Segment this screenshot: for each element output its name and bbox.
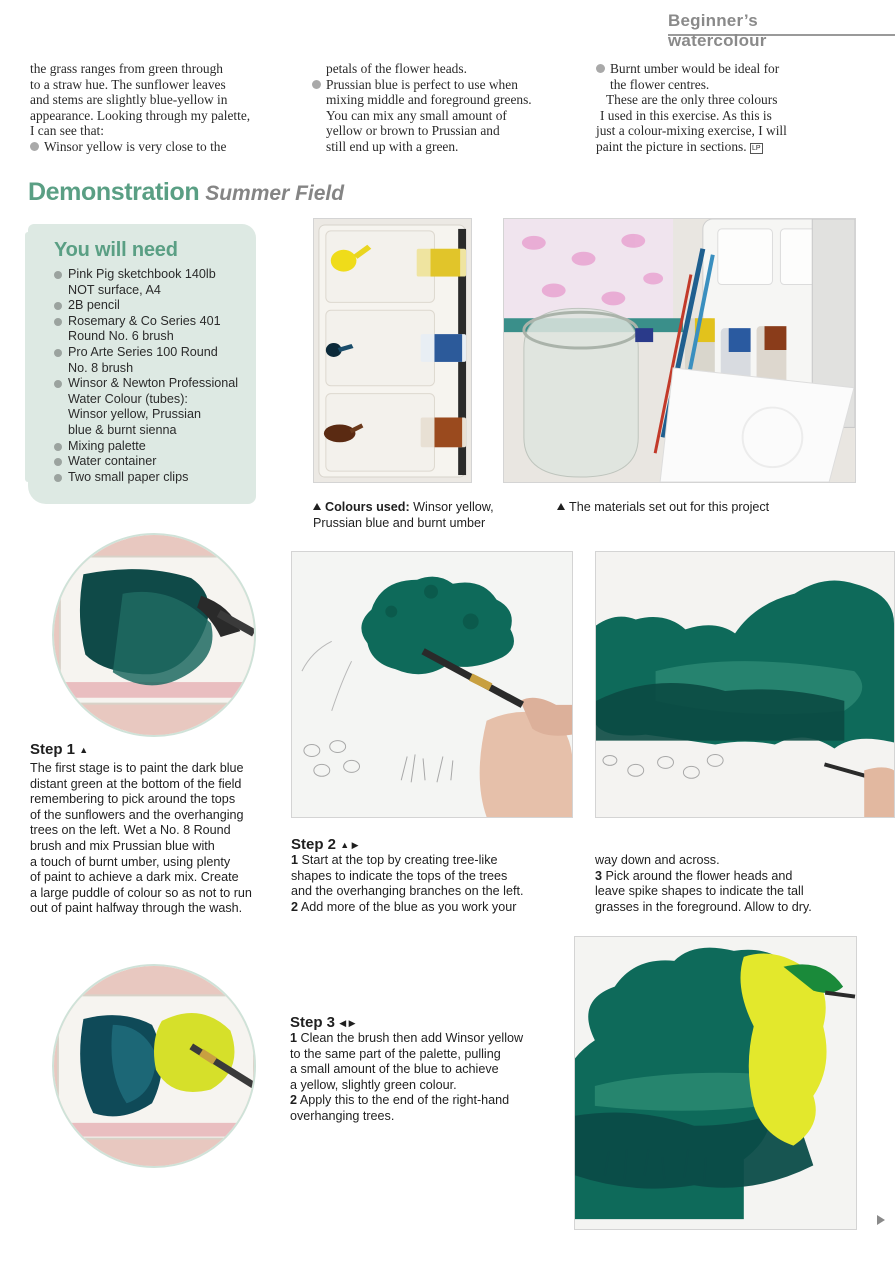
text-line: a yellow, slightly green colour.	[290, 1077, 457, 1092]
text-line: You can mix any small amount of	[326, 107, 507, 123]
step-number: 1	[291, 853, 299, 867]
step-number: 1	[290, 1031, 298, 1045]
step1-image	[54, 535, 254, 735]
next-page-arrow-icon	[877, 1215, 885, 1225]
caption-text: Prussian blue and burnt umber	[313, 515, 486, 530]
text-span: Burnt umber would be ideal for	[610, 61, 780, 76]
text-line	[290, 1093, 560, 1109]
text-line: a touch of burnt umber, using plenty	[30, 854, 231, 869]
caption-arrow-icon	[313, 503, 321, 510]
text-line: out of paint halfway through the wash.	[30, 901, 243, 916]
caption-text: The materials set out for this project	[569, 500, 770, 514]
step1-heading-text: Step 1	[30, 741, 76, 758]
text-line: petals of the flower heads.	[326, 61, 467, 76]
text-line: a large puddle of colour so as not to run	[30, 885, 252, 900]
text-span: Winsor yellow is very close to the	[44, 138, 227, 154]
step3-painting-image	[575, 937, 856, 1229]
step3-image	[54, 966, 254, 1166]
end-mark-logo: LP	[751, 144, 761, 152]
step3-heading-text: Step 3	[290, 1014, 336, 1031]
intro-column-1	[30, 61, 300, 155]
materials-caption	[557, 500, 857, 516]
text-line: grasses in the foreground. Allow to dry.	[595, 899, 812, 914]
page-title	[28, 178, 344, 207]
list-item: Two small paper clips	[54, 470, 238, 486]
text-span: Start at the top by creating tree-like	[298, 853, 498, 867]
list-item: 2B pencil	[54, 298, 238, 314]
text-line: shapes to indicate the tops of the trees	[291, 868, 508, 883]
text-line: mixing middle and foreground greens.	[326, 92, 532, 108]
text-line: trees on the left. Wet a No. 8 Round	[30, 823, 231, 838]
bullet-line	[596, 61, 886, 77]
text-line: to the same part of the palette, pulling	[290, 1046, 501, 1061]
bullet-line	[312, 77, 582, 93]
text-line: the flower centres.	[610, 76, 710, 92]
list-item: Pro Arte Series 100 Round No. 8 brush	[54, 345, 238, 376]
you-will-need-heading: You will need	[54, 239, 178, 261]
text-line: These are the only three colours	[606, 92, 778, 108]
colours-used-photo	[313, 218, 472, 483]
title-main: Demonstration	[28, 178, 200, 206]
text-line	[291, 853, 581, 869]
running-header	[668, 10, 895, 50]
text-line: of paint to achieve a dark mix. Create	[30, 870, 239, 885]
text-line: and the overhanging branches on the left.	[291, 884, 524, 899]
text-line: to a straw hue. The sunflower leaves	[30, 76, 226, 92]
text-line: a small amount of the blue to achieve	[290, 1062, 499, 1077]
step3-heading	[290, 1014, 356, 1031]
text-line	[291, 900, 581, 916]
step1-heading	[30, 741, 88, 758]
step-number: 2	[290, 1093, 298, 1108]
text-span: paint the picture in sections.	[596, 138, 747, 154]
text-line: appearance. Looking through my palette,	[30, 107, 251, 123]
text-span: Clean the brush then add Winsor yellow	[297, 1031, 524, 1045]
list-item: Winsor & Newton Professional Water Colour (tubes): Winsor yellow, Prussian blue & burnt sienna	[54, 376, 238, 438]
list-item: Rosemary & Co Series 401 Round No. 6 brush	[54, 314, 238, 345]
list-item: Pink Pig sketchbook 140lb NOT surface, A4	[54, 267, 238, 298]
text-line: The first stage is to paint the dark blue	[30, 761, 244, 775]
text-line: distant green at the bottom of the field	[30, 776, 242, 791]
step-arrow-icons: ▲ ▶	[340, 840, 359, 850]
list-item: Mixing palette	[54, 439, 238, 455]
materials-photo	[503, 218, 856, 483]
step3-painting-photo	[574, 936, 857, 1230]
text-line: overhanging trees.	[290, 1108, 395, 1123]
caption-bold: Colours used:	[325, 500, 410, 514]
intro-column-3	[596, 61, 886, 155]
step2-image-b	[596, 552, 894, 817]
step2-photo-a	[291, 551, 573, 818]
step-number: 2	[291, 899, 299, 914]
list-item: Water container	[54, 454, 238, 470]
materials-image	[504, 219, 855, 482]
text-line: still end up with a green.	[326, 138, 459, 154]
text-line: just a colour-mixing exercise, I will	[596, 123, 787, 139]
step2-photo-b	[595, 551, 895, 818]
text-span: Prussian blue is perfect to use when	[326, 76, 518, 92]
intro-column-2	[312, 61, 582, 155]
text-line: I can see that:	[30, 123, 104, 139]
text-span: Apply this to the end of the right-hand	[297, 1093, 510, 1108]
caption-arrow-icon	[557, 503, 565, 510]
text-span: Pick around the flower heads and	[602, 868, 793, 883]
text-line: leave spike shapes to indicate the tall	[595, 884, 804, 899]
title-sub: Summer Field	[205, 182, 345, 205]
step1-palette-photo	[52, 533, 256, 737]
text-line	[595, 869, 885, 885]
text-span: Add more of the blue as you work your	[298, 899, 517, 914]
caption-text: Winsor yellow,	[409, 500, 494, 514]
bullet-icon	[312, 80, 321, 89]
text-line: I used in this exercise. As this is	[600, 107, 772, 123]
bullet-line	[30, 139, 300, 155]
step2-heading-text: Step 2	[291, 836, 337, 853]
step2-text-col2	[595, 853, 885, 915]
step-arrow-up-icon: ▲	[79, 745, 89, 755]
text-line	[290, 1031, 560, 1047]
text-line: yellow or brown to Prussian and	[326, 123, 500, 139]
section-title: Beginner’s watercolour	[668, 11, 767, 50]
colours-used-caption	[313, 500, 523, 531]
text-line: the grass ranges from green through	[30, 61, 223, 76]
step-number: 3	[595, 868, 603, 883]
text-line: way down and across.	[595, 853, 720, 867]
you-will-need-box	[28, 224, 256, 504]
text-line: remembering to pick around the tops	[30, 792, 236, 807]
step2-image-a	[292, 552, 572, 817]
step2-heading	[291, 836, 359, 853]
bullet-icon	[30, 142, 39, 151]
text-line: of the sunflowers and the overhanging	[30, 807, 244, 822]
text-line	[596, 139, 886, 155]
materials-list	[54, 267, 238, 485]
text-line: brush and mix Prussian blue with	[30, 838, 215, 853]
step2-text-col1	[291, 853, 581, 915]
step3-text	[290, 1031, 560, 1125]
palette-image	[314, 219, 471, 482]
step-arrow-icons: ◀ ▶	[339, 1018, 356, 1028]
step3-palette-photo	[52, 964, 256, 1168]
step1-text	[30, 761, 270, 917]
bullet-icon	[596, 64, 605, 73]
text-line: and stems are slightly blue-yellow in	[30, 92, 228, 108]
